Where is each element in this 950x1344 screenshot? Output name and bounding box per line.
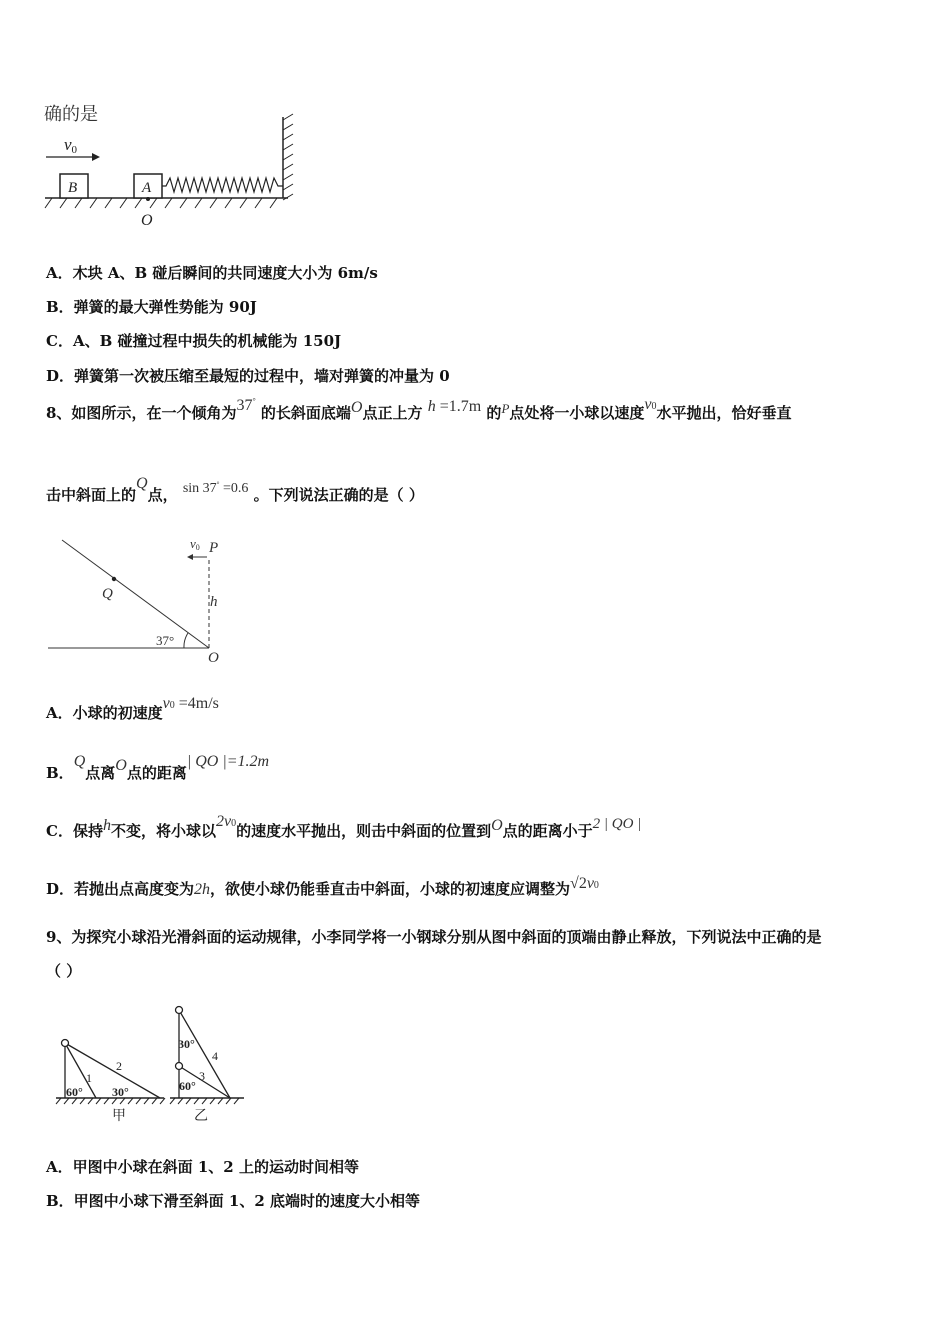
q9-jia-angle-30: 30°	[112, 1085, 129, 1099]
q8-v-symbol: v	[644, 396, 652, 413]
q8-stem-text: 水平抛出，恰好垂直	[656, 404, 792, 422]
q9-yi-ball-mid	[176, 1063, 183, 1070]
q8-stem-text: 8、如图所示，在一个倾角为	[46, 404, 237, 422]
q7-point-o-label: O	[141, 212, 153, 229]
q8-fig-q-label: Q	[102, 586, 113, 602]
q9-stem-line-1: 9、为探究小球沿光滑斜面的运动规律，小李同学将一小钢球分别从图中斜面的顶端由静止释放，下列说法中正确的是	[46, 928, 822, 946]
q9-jia-angle-60: 60°	[66, 1085, 83, 1099]
q8-point-o: O	[350, 399, 363, 416]
q7-caption-fragment: 确的是	[44, 104, 98, 125]
q9-jia-label-2: 2	[116, 1059, 122, 1073]
q9-option-b: B．甲图中小球下滑至斜面 1、2 底端时的速度大小相等	[46, 1192, 420, 1210]
q8-option-d: D．若抛出点高度变为2h，欲使小球仍能垂直击中斜面，小球的初速度应调整为√2v0	[46, 875, 599, 898]
q8-stem-text: 的	[486, 404, 502, 422]
q8-angle-value: 37	[236, 397, 253, 414]
q7-option-d: D．弹簧第一次被压缩至最短的过程中，墙对弹簧的冲量为 0	[46, 367, 450, 385]
q8-figure	[44, 530, 244, 670]
q8-angle-arc	[184, 633, 188, 648]
q8-stem-text: 点，	[147, 486, 178, 504]
q7-v0-arrowhead	[92, 153, 100, 161]
q7-ground-hatch	[45, 198, 277, 208]
q8-option-c: C．保持h不变，将小球以2v0的速度水平抛出，则击中斜面的位置到O点的距离小于2 | QO |	[46, 813, 642, 840]
q8-stem-text: 。下列说法正确的是（ ）	[253, 486, 424, 504]
q8-point-p: P	[501, 401, 510, 416]
q7-wall-hatch	[283, 114, 293, 200]
q7-option-a: A．木块 A、B 碰后瞬间的共同速度大小为 6m/s	[46, 264, 378, 282]
q9-figure	[44, 1000, 254, 1130]
q8-point-q: Q	[136, 475, 148, 492]
q8-option-a: A．小球的初速度v0 =4m/s	[46, 695, 219, 722]
q9-stem-line-2: （ ）	[46, 962, 82, 980]
q8-incline	[62, 540, 209, 648]
q7-option-c: C．A、B 碰撞过程中损失的机械能为 150J	[46, 332, 342, 350]
q8-h-symbol: h	[427, 398, 436, 415]
q8-stem-line-2: 击中斜面上的Q点， sin 37° =0.6 。下列说法正确的是（ ）	[46, 475, 424, 504]
q8-h-value: =1.7m	[435, 398, 482, 415]
q8-stem-line-1: 8、如图所示，在一个倾角为37° 的长斜面底端O点正上方 h =1.7m 的P点处将一小球以速度v0水平抛出，恰好垂直	[46, 396, 792, 422]
q9-jia-ball	[62, 1040, 69, 1047]
q7-block-b-label: B	[68, 180, 78, 196]
q8-sin-value: =0.6	[219, 481, 249, 496]
q9-yi-hatch	[170, 1098, 239, 1104]
q8-fig-v0-label: v0	[190, 536, 200, 552]
q9-jia-caption: 甲	[112, 1109, 126, 1124]
q7-point-o-dot	[146, 197, 150, 201]
q9-option-a: A．甲图中小球在斜面 1、2 上的运动时间相等	[46, 1158, 359, 1176]
q7-block-a-label: A	[142, 180, 152, 196]
q8-fig-p-label: P	[209, 540, 219, 556]
q8-option-b: B．Q点离O点的距离| QO |=1.2m	[46, 753, 270, 782]
q9-yi-label-4: 4	[212, 1049, 218, 1063]
q9-yi-caption: 乙	[194, 1109, 208, 1124]
q8-stem-text: 的长斜面底端	[260, 404, 351, 422]
q8-stem-text: 点处将一小球以速度	[509, 404, 645, 422]
q9-jia-label-1: 1	[86, 1071, 92, 1085]
q8-fig-angle-label: 37°	[156, 633, 175, 648]
q8-stem-text: 点正上方	[362, 404, 423, 422]
q8-sin-text: sin 37	[182, 481, 217, 496]
q8-fig-o-label: O	[208, 650, 219, 666]
q9-yi-ball-top	[176, 1007, 183, 1014]
q7-spring	[162, 178, 283, 192]
q9-yi-angle-30: 30°	[178, 1037, 195, 1051]
q7-v0-label: v0	[64, 135, 78, 156]
q8-point-q-dot	[112, 577, 116, 581]
q8-stem-text: 击中斜面上的	[46, 486, 137, 504]
q7-figure	[40, 112, 310, 232]
q9-yi-angle-60: 60°	[179, 1079, 196, 1093]
q7-option-b: B．弹簧的最大弹性势能为 90J	[46, 298, 257, 316]
q8-v0-arrowhead	[187, 554, 193, 560]
q8-fig-h-label: h	[210, 594, 218, 610]
q9-yi-label-3: 3	[199, 1069, 205, 1083]
